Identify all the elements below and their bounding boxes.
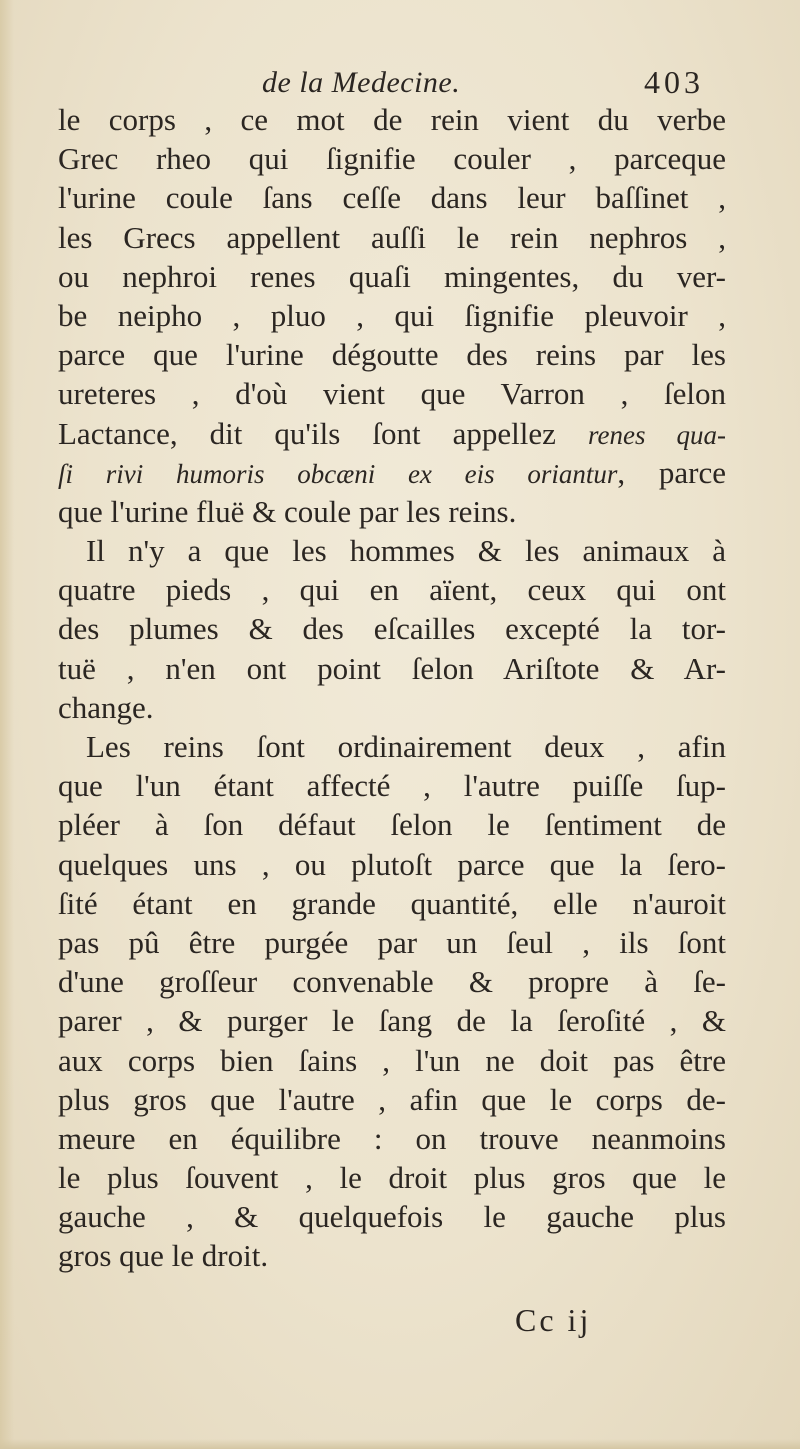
- running-head: de la Medecine.: [262, 66, 461, 99]
- text-line: des plumes & des eſcailles excepté la tor-: [58, 611, 726, 647]
- latin-quote-italic: renes qua-: [587, 419, 726, 450]
- text-line: gros que le droit.: [58, 1238, 269, 1274]
- text-line: meure en équilibre : on trouve neanmoins: [58, 1120, 726, 1156]
- text-line-mixed: [58, 453, 726, 492]
- text-line: ureteres , d'où vient que Varron , ſelon: [58, 376, 726, 412]
- text-line: ou nephroi renes quaſi mingentes, du ver-: [58, 258, 726, 294]
- text-line: be neipho , pluo , qui ſignifie pleuvoir ,: [58, 297, 726, 333]
- text-line: que l'urine fluë & coule par les reins.: [58, 493, 517, 529]
- text-line: tuë , n'en ont point ſelon Ariſtote & Ar-: [58, 650, 726, 686]
- text-line: quelques uns , ou plutoſt parce que la ſero-: [58, 846, 726, 882]
- text-line: pas pû être purgée par un ſeul , ils ſont: [58, 924, 726, 960]
- text-line: le corps , ce mot de rein vient du verbe: [58, 102, 726, 137]
- text-segment: Lactance, dit qu'ils ſont appellez: [58, 415, 556, 451]
- text-line: parce que l'urine dégoutte des reins par les: [58, 337, 726, 373]
- text-line: plus gros que l'autre , afin que le corps de-: [58, 1081, 726, 1117]
- text-line: quatre pieds , qui en aïent, ceux qui ont: [58, 572, 726, 608]
- text-line: Grec rheo qui ſignifie couler , parceque: [58, 141, 726, 177]
- text-line: les Grecs appellent auſſi le rein nephros ,: [58, 219, 726, 255]
- body-text: [58, 100, 726, 1276]
- text-line: d'une groſſeur convenable & propre à ſe-: [58, 964, 726, 1000]
- text-line: pléer à ſon défaut ſelon le ſentiment de: [58, 807, 726, 843]
- page-number: 403: [644, 64, 704, 100]
- signature-mark: Cc ij: [515, 1302, 592, 1338]
- text-line: le plus ſouvent , le droit plus gros que le: [58, 1160, 726, 1196]
- text-line: parer , & purger le ſang de la ſeroſité , &: [58, 1003, 726, 1039]
- text-line: aux corps bien ſains , l'un ne doit pas être: [58, 1042, 726, 1078]
- latin-quote-italic: ſi rivi humoris obcæni ex eis oriantur: [58, 458, 618, 489]
- text-line: Les reins ſont ordinairement deux , afin: [86, 729, 726, 764]
- text-line: l'urine coule ſans ceſſe dans leur baſſinet ,: [58, 180, 726, 216]
- text-line: Il n'y a que les hommes & les animaux à: [86, 533, 726, 569]
- text-line: que l'un étant affecté , l'autre puiſſe ſup-: [58, 768, 726, 804]
- text-line: gauche , & quelquefois le gauche plus: [58, 1199, 726, 1235]
- text-line: ſité étant en grande quantité, elle n'auroit: [58, 885, 726, 921]
- page-bottom-shadow: [0, 1439, 800, 1449]
- page-edge-shadow: [0, 0, 14, 1449]
- text-segment: , parce: [617, 454, 726, 490]
- text-line: change.: [58, 689, 154, 725]
- text-line-mixed: [58, 414, 726, 453]
